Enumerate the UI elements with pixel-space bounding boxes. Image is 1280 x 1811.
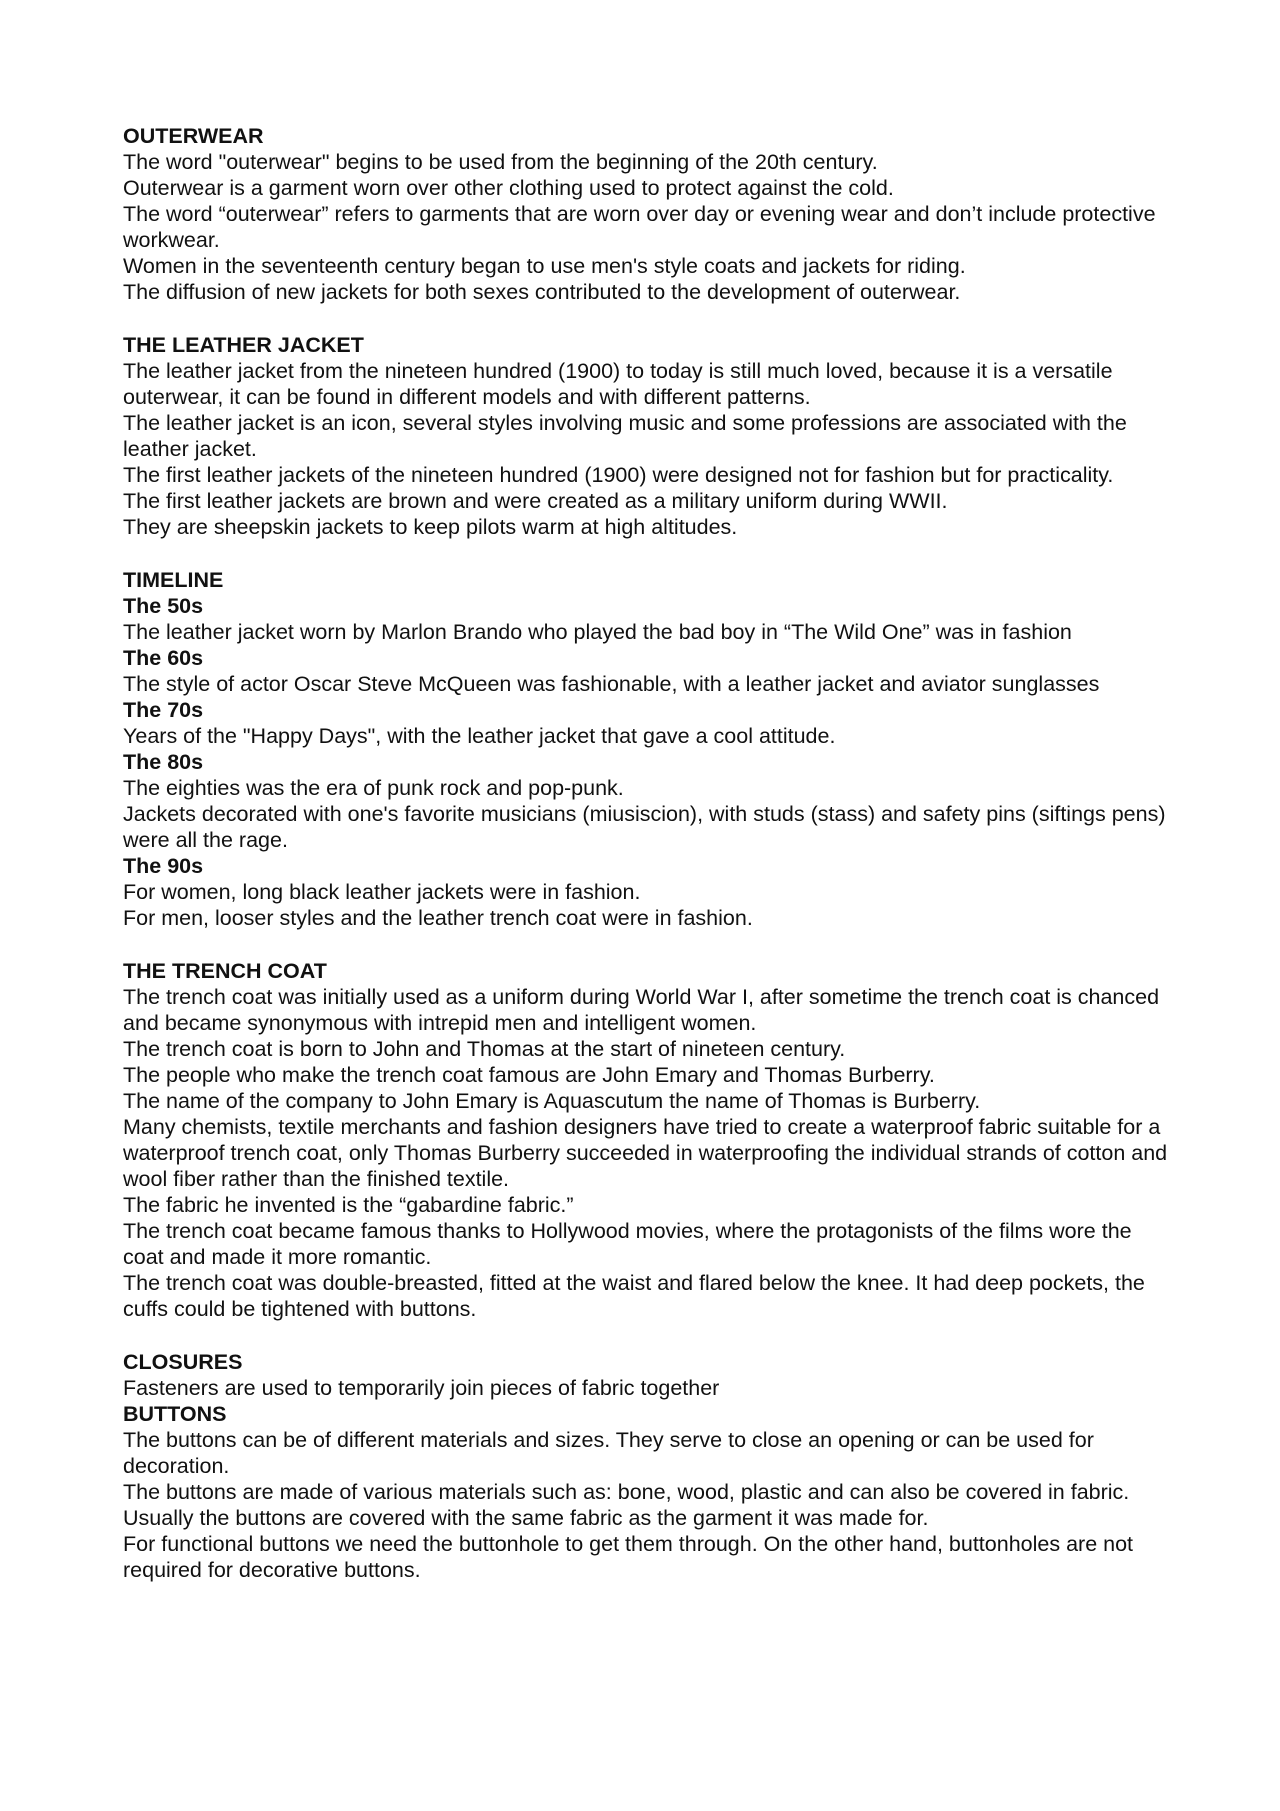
paragraph-line: The first leather jackets are brown and were created as a military uniform during WWII. bbox=[123, 489, 948, 513]
paragraph-line: Fasteners are used to temporarily join pieces of fabric together bbox=[123, 1376, 720, 1400]
paragraph-line: The name of the company to John Emary is Aquascutum the name of Thomas is Burberry. bbox=[123, 1089, 981, 1113]
paragraph-line: The style of actor Oscar Steve McQueen was fashionable, with a leather jacket and aviator sunglasses bbox=[123, 672, 1100, 696]
subsection-heading-buttons: BUTTONS bbox=[123, 1402, 227, 1426]
section-heading: CLOSURES bbox=[123, 1350, 243, 1374]
section-heading: THE TRENCH COAT bbox=[123, 959, 327, 983]
paragraph-line: The leather jacket worn by Marlon Brando who played the bad boy in “The Wild One” was in fashion bbox=[123, 620, 1072, 644]
section-heading: TIMELINE bbox=[123, 568, 224, 592]
paragraph-line: The diffusion of new jackets for both sexes contributed to the development of outerwear. bbox=[123, 280, 961, 304]
paragraph-line: Many chemists, textile merchants and fashion designers have tried to create a waterproof fabric suitable for a waterproof trench coat, only Thomas Burberry succeeded in waterproofing the individual strands of cotton and wool fiber rather than the finished textile. bbox=[123, 1115, 1168, 1191]
section-leather-jacket bbox=[123, 332, 1173, 540]
timeline-era-label: The 80s bbox=[123, 750, 204, 774]
paragraph-line: The trench coat was initially used as a uniform during World War I, after sometime the trench coat is chanced and became synonymous with intrepid men and intelligent women. bbox=[123, 985, 1160, 1035]
paragraph-line: The trench coat was double-breasted, fitted at the waist and flared below the knee. It had deep pockets, the cuffs could be tightened with buttons. bbox=[123, 1271, 1145, 1321]
section-outerwear bbox=[123, 123, 1173, 305]
paragraph-line: The trench coat is born to John and Thomas at the start of nineteen century. bbox=[123, 1037, 846, 1061]
paragraph-line: For men, looser styles and the leather trench coat were in fashion. bbox=[123, 906, 753, 930]
section-heading: OUTERWEAR bbox=[123, 124, 264, 148]
paragraph-line: Women in the seventeenth century began to use men's style coats and jackets for riding. bbox=[123, 254, 966, 278]
timeline-era-label: The 90s bbox=[123, 854, 204, 878]
section-trench-coat bbox=[123, 958, 1173, 1322]
paragraph-line: The buttons are made of various materials such as: bone, wood, plastic and can also be covered in fabric. Usually the buttons are covered with the same fabric as the garment it was made for. bbox=[123, 1480, 1130, 1530]
timeline-era-label: The 60s bbox=[123, 646, 204, 670]
paragraph-line: The word "outerwear" begins to be used from the beginning of the 20th century. bbox=[123, 150, 878, 174]
paragraph-line: For functional buttons we need the buttonhole to get them through. On the other hand, buttonholes are not required for decorative buttons. bbox=[123, 1532, 1134, 1582]
paragraph-line: The leather jacket from the nineteen hundred (1900) to today is still much loved, because it is a versatile outerwear, it can be found in different models and with different patterns. bbox=[123, 359, 1113, 409]
section-timeline bbox=[123, 567, 1173, 931]
paragraph-line: The eighties was the era of punk rock and pop-punk. bbox=[123, 776, 624, 800]
paragraph-line: The fabric he invented is the “gabardine fabric.” bbox=[123, 1193, 574, 1217]
paragraph-line: The buttons can be of different materials and sizes. They serve to close an opening or can be used for decoration. bbox=[123, 1428, 1094, 1478]
timeline-era-label: The 70s bbox=[123, 698, 204, 722]
paragraph-line: The word “outerwear” refers to garments that are worn over day or evening wear and don’t include protective workwear. bbox=[123, 202, 1156, 252]
paragraph-line: The first leather jackets of the nineteen hundred (1900) were designed not for fashion but for practicality. bbox=[123, 463, 1114, 487]
paragraph-line: The trench coat became famous thanks to Hollywood movies, where the protagonists of the films wore the coat and made it more romantic. bbox=[123, 1219, 1132, 1269]
paragraph-line: For women, long black leather jackets were in fashion. bbox=[123, 880, 641, 904]
section-heading: THE LEATHER JACKET bbox=[123, 333, 364, 357]
paragraph-line: Years of the "Happy Days", with the leather jacket that gave a cool attitude. bbox=[123, 724, 836, 748]
section-closures bbox=[123, 1349, 1173, 1583]
paragraph-line: The people who make the trench coat famous are John Emary and Thomas Burberry. bbox=[123, 1063, 935, 1087]
paragraph-line: Outerwear is a garment worn over other clothing used to protect against the cold. bbox=[123, 176, 894, 200]
paragraph-line: They are sheepskin jackets to keep pilots warm at high altitudes. bbox=[123, 515, 738, 539]
paragraph-line: The leather jacket is an icon, several styles involving music and some professions are associated with the leather jacket. bbox=[123, 411, 1127, 461]
document-page bbox=[123, 123, 1173, 1610]
timeline-era-label: The 50s bbox=[123, 594, 204, 618]
paragraph-line: Jackets decorated with one's favorite musicians (miusiscion), with studs (stass) and safety pins (siftings pens) were all the rage. bbox=[123, 802, 1166, 852]
